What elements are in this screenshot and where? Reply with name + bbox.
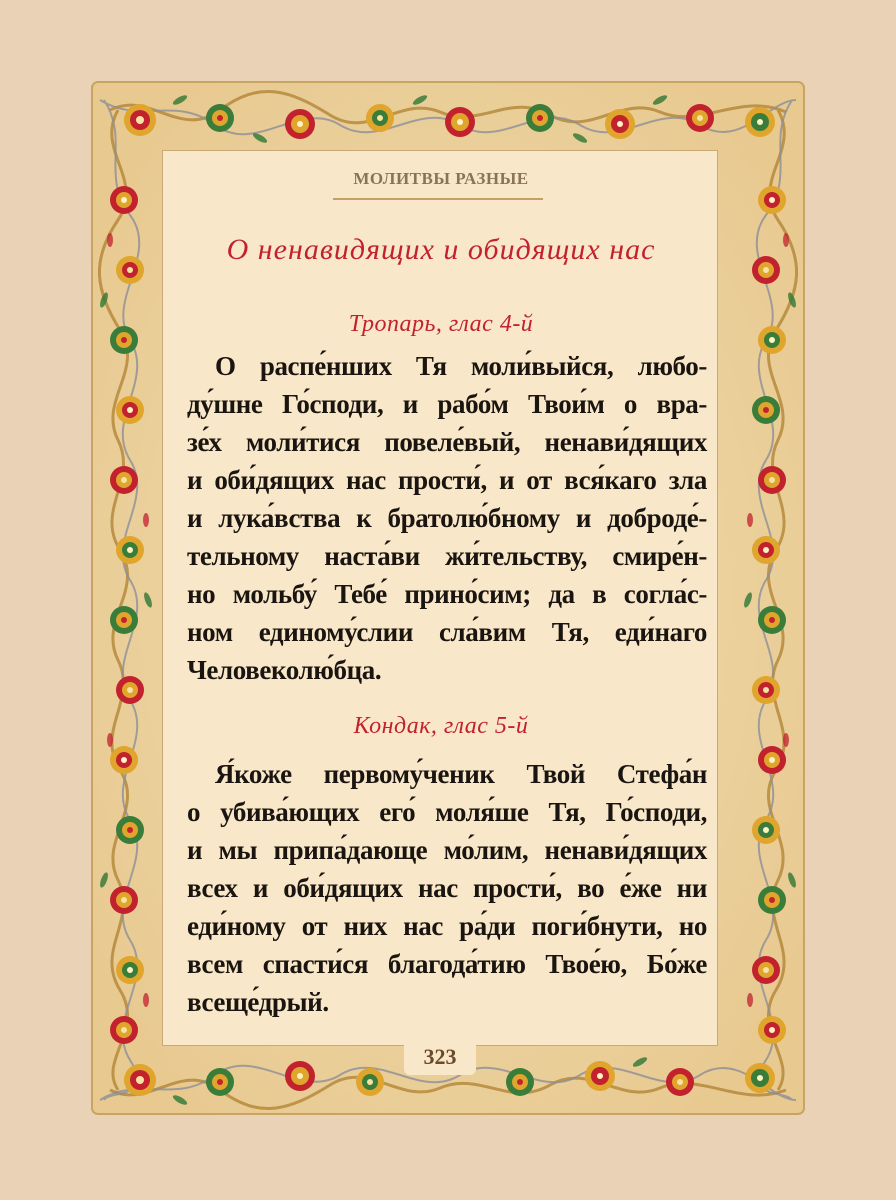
troparion-heading: Тропарь, глас 4-й [348, 311, 534, 337]
troparion-line: тельному наста́ви жи́тельству, смире́н- [187, 541, 707, 571]
kontakion-line: всех и оби́дящих нас прости́, во е́же ни [187, 873, 707, 903]
prayer-title: О ненавидящих и обидящих нас [226, 233, 656, 266]
kontakion-line: еди́ному от них нас ра́ди поги́бнути, но [187, 911, 707, 941]
troparion-line: О распе́нших Тя моли́выйся, любо- [215, 351, 707, 381]
troparion-line: и лука́вства к братолю́бному и доброде́- [187, 503, 707, 533]
kontakion-text [187, 755, 707, 1021]
troparion-line: зе́х моли́тися повеле́вый, ненави́дящих [187, 427, 707, 457]
troparion-line: и оби́дящих нас прости́, и от вся́каго зла [187, 465, 707, 495]
troparion-line: ном единому́слии сла́вим Тя, еди́наго [187, 617, 707, 647]
troparion-line: но мольбу́ Тебе́ прино́сим; да в согла́с- [187, 579, 707, 609]
kontakion-line: Я́коже первому́ченик Твой Стефа́н [215, 759, 707, 789]
header-rule [333, 198, 543, 200]
troparion-line: ду́шне Го́споди, и рабо́м Твои́м о вра- [187, 389, 707, 419]
troparion-line: Человеколю́бца. [187, 655, 382, 685]
kontakion-heading: Кондак, глас 5-й [353, 713, 529, 739]
page-number: 323 [404, 1039, 476, 1075]
kontakion-line: всеще́дрый. [187, 987, 329, 1017]
section-header: МОЛИТВЫ РАЗНЫЕ [353, 169, 529, 188]
text-panel [162, 150, 718, 1046]
kontakion-line: и мы припа́дающе мо́лим, ненави́дящих [187, 835, 707, 865]
kontakion-line: всем спасти́ся благода́тию Твое́ю, Бо́же [187, 949, 707, 979]
troparion-text [187, 347, 707, 689]
kontakion-line: о убива́ющих его́ моля́ше Тя, Го́споди, [187, 797, 707, 827]
